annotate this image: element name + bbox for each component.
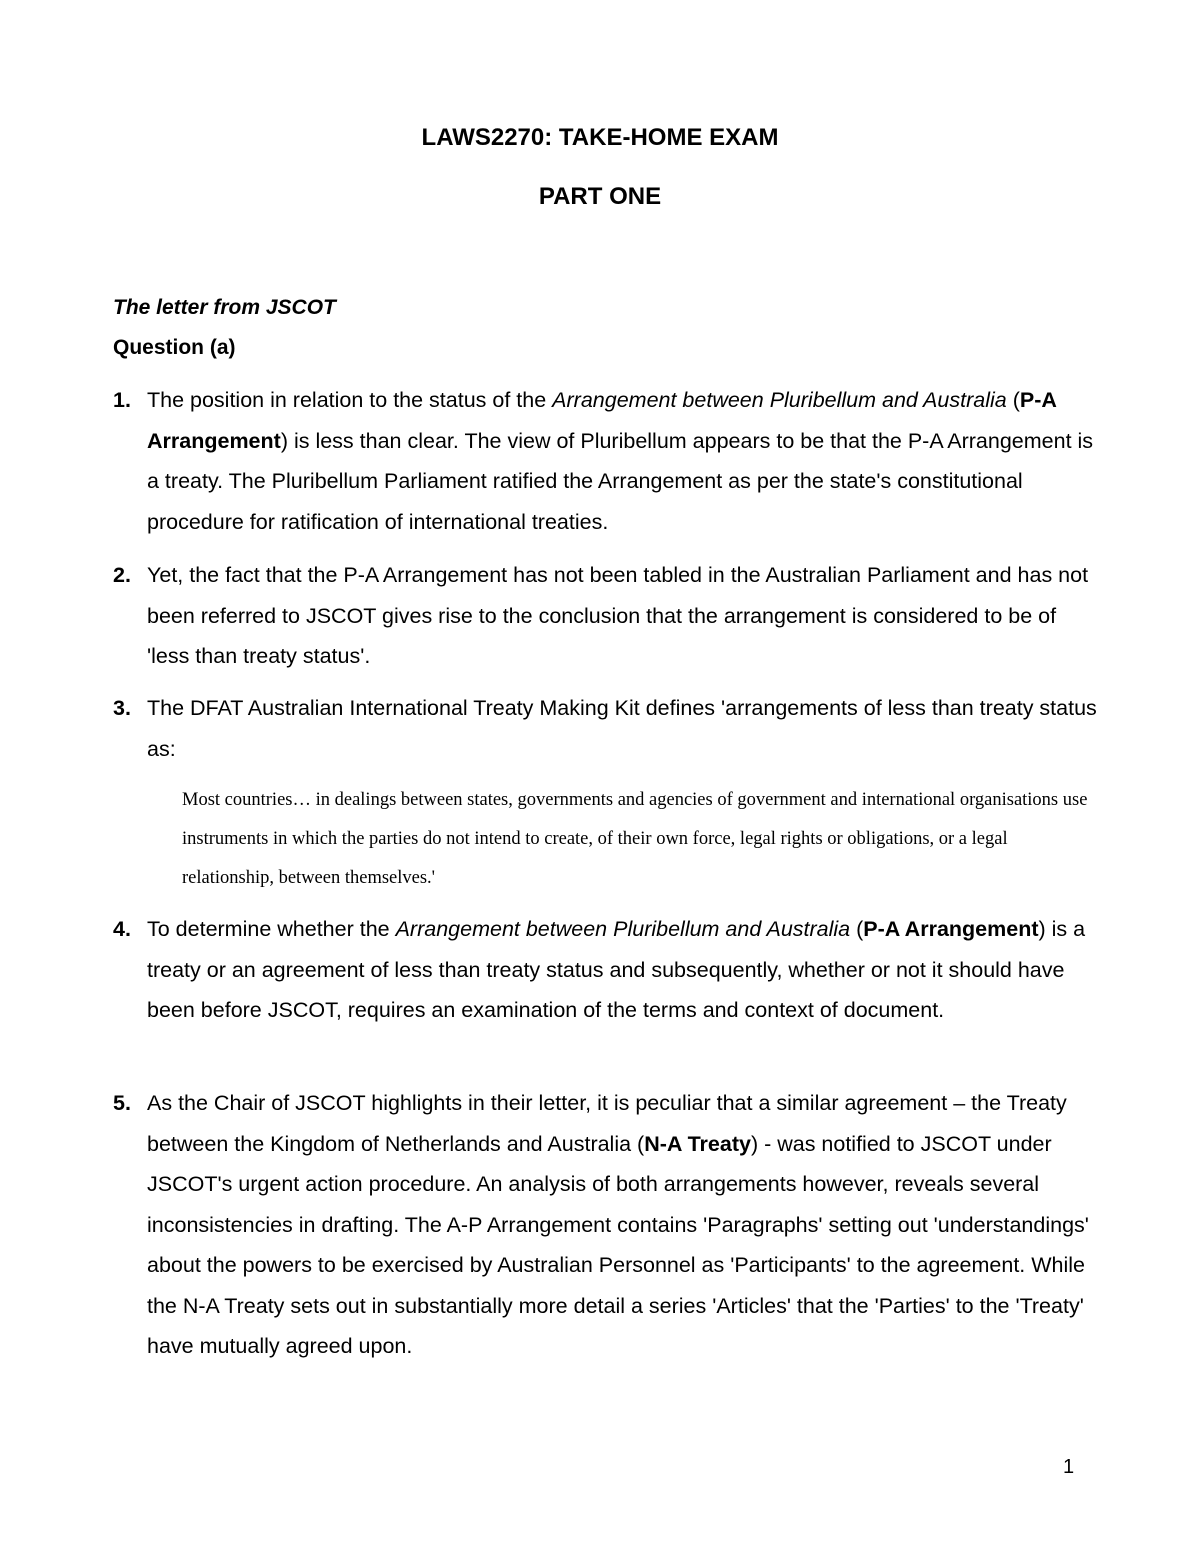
list-item-4 [113,909,1103,1031]
list-item-1 [113,380,1103,542]
page-number: 1 [1063,1456,1075,1478]
part-title: PART ONE [538,183,662,210]
item-text: To determine whether the Arrangement between Pluribellum and Australia (P-A Arrangement) is a treaty or an agreement of less than treaty status and subsequently, whether or not it should have been before JSCOT, requires an examination of the terms and context of document. [147,917,1086,1022]
item-text: As the Chair of JSCOT highlights in their letter, it is peculiar that a similar agreement – the Treaty between the Kingdom of Netherlands and Australia (N-A Treaty) - was notified to JSCOT under JSCOT's urgent action procedure. An analysis of both arrangements however, reveals several inconsistencies in drafting. The A-P Arrangement contains 'Paragraphs' setting out 'understandings' about the powers to be exercised by Australian Personnel as 'Participants' to the agreement. While the N-A Treaty sets out in substantially more detail a series 'Articles' that the 'Parties' to the 'Treaty' have mutually agreed upon. [147,1091,1089,1358]
item-number: 2. [113,563,131,587]
section-heading: The letter from JSCOT [113,296,336,319]
item-text: The position in relation to the status of the Arrangement between Pluribellum and Australia (P-A Arrangement) is less than clear. The view of Pluribellum appears to be that the P-A Arrangement is a treaty. The Pluribellum Parliament ratified the Arrangement as per the state's constitutional procedure for ratification of international treaties. [147,388,1094,534]
item-number: 1. [113,388,131,412]
item-text: Yet, the fact that the P-A Arrangement has not been tabled in the Australian Parliament and has not been referred to JSCOT gives rise to the conclusion that the arrangement is considered to be of 'less than treaty status'. [147,563,1089,668]
item-number: 3. [113,696,131,720]
item-number: 5. [113,1091,131,1115]
item-text: The DFAT Australian International Treaty Making Kit defines 'arrangements of less than treaty status as: [147,696,1097,761]
item-number: 4. [113,917,131,941]
list-item-2 [113,555,1103,677]
list-item-3 [113,688,1103,769]
exam-title: LAWS2270: TAKE-HOME EXAM [421,124,779,151]
block-quote: Most countries… in dealings between states, governments and agencies of government and international organisations use instruments in which the parties do not intend to create, of their own force, legal rights or obligations, or a legal relationship, between themselves.' [182,790,1088,888]
question-heading: Question (a) [113,336,236,359]
list-item-5 [113,1083,1103,1367]
